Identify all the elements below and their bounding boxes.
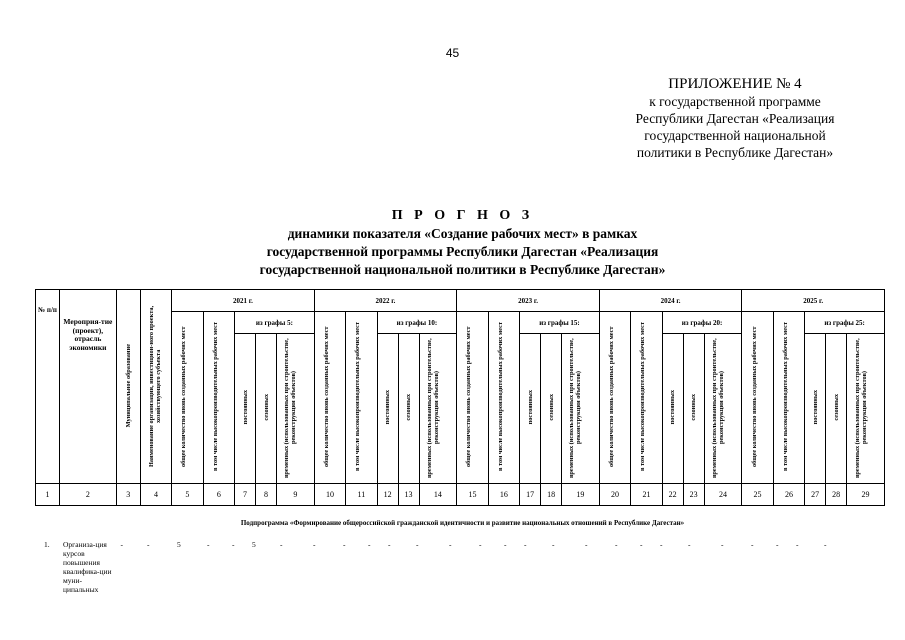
row-value: - — [688, 540, 691, 549]
column-number: 1 — [36, 484, 60, 506]
from-graph-15: из графы 15: — [520, 312, 600, 334]
title-word: П Р О Г Н О З — [391, 208, 534, 223]
header-permanent-cell — [805, 334, 826, 484]
column-number: 27 — [805, 484, 826, 506]
header-seasonal-cell — [683, 334, 704, 484]
title-line: динамики показателя «Создание рабочих мест» в рамках — [287, 226, 638, 241]
header-seasonal-cell — [256, 334, 277, 484]
document-title — [0, 207, 905, 279]
header-hp: в том числе высокопроизводительных рабочих мест — [211, 322, 219, 471]
header-seasonal: сезонных — [262, 394, 270, 421]
header-seasonal: сезонных — [832, 394, 840, 421]
header-hp: в том числе высокопроизводительных рабочих мест — [354, 322, 362, 471]
header-temporary: временных (использованных при строительстве, реконструкции объектов) — [283, 337, 298, 478]
header-permanent-cell — [520, 334, 541, 484]
header-no: № п/п — [36, 290, 60, 484]
column-number: 7 — [235, 484, 256, 506]
header-total-cell — [742, 312, 773, 484]
header-total-cell — [457, 312, 488, 484]
header-municipality-cell — [116, 290, 140, 484]
column-number: 2 — [60, 484, 117, 506]
column-number: 16 — [488, 484, 519, 506]
header-total: общее количество вновь созданных рабочих мест — [750, 326, 758, 467]
row-value: 5 — [177, 540, 181, 549]
header-total-cell — [599, 312, 630, 484]
year-2022: 2022 г. — [314, 290, 457, 312]
row-value: - — [280, 540, 283, 549]
appendix-line: Республики Дагестан «Реализация — [635, 111, 835, 126]
row-value: - — [449, 540, 452, 549]
row-value: - — [721, 540, 724, 549]
header-seasonal-cell — [398, 334, 419, 484]
column-number: 14 — [419, 484, 457, 506]
header-permanent: постоянных — [384, 390, 392, 425]
year-2021: 2021 г. — [172, 290, 315, 312]
column-number: 18 — [541, 484, 562, 506]
column-number: 19 — [562, 484, 600, 506]
header-activity: Мероприя-тие (проект), отрасль экономики — [60, 290, 117, 484]
header-hp-cell — [488, 312, 519, 484]
row-activity: Организа-ция курсов повышения квалифика-ции муни-ципальных — [63, 540, 112, 594]
column-number: 15 — [457, 484, 488, 506]
row-value: - — [343, 540, 346, 549]
column-number: 20 — [599, 484, 630, 506]
column-number: 29 — [847, 484, 885, 506]
column-number: 11 — [346, 484, 377, 506]
row-value: - — [776, 540, 779, 549]
header-temporary: временных (использованных при строительстве, реконструкции объектов) — [568, 337, 583, 478]
column-number: 9 — [276, 484, 314, 506]
from-graph-10: из графы 10: — [377, 312, 457, 334]
column-number: 28 — [826, 484, 847, 506]
subprogram-title: Подпрограмма «Формирование общероссийской гражданской идентичности и развитие национальных отношений в Республике Дагестан» — [240, 519, 685, 527]
header-permanent-cell — [662, 334, 683, 484]
header-municipality: Муниципальное образование — [124, 343, 132, 428]
header-seasonal-cell — [541, 334, 562, 484]
header-permanent: постоянных — [241, 390, 249, 425]
header-total: общее количество вновь созданных рабочих мест — [465, 326, 473, 467]
row-number: 1. — [44, 540, 50, 549]
header-hp-cell — [346, 312, 377, 484]
forecast-table — [35, 289, 885, 506]
header-hp-cell — [773, 312, 804, 484]
from-graph-5: из графы 5: — [235, 312, 315, 334]
column-number: 26 — [773, 484, 804, 506]
row-value: - — [524, 540, 527, 549]
header-total: общее количество вновь созданных рабочих мест — [180, 326, 188, 467]
appendix-heading: ПРИЛОЖЕНИЕ № 4 — [668, 76, 802, 92]
row-value: - — [640, 540, 643, 549]
row-value: - — [388, 540, 391, 549]
row-value: - — [615, 540, 618, 549]
year-2023: 2023 г. — [457, 290, 600, 312]
year-2025: 2025 г. — [742, 290, 885, 312]
from-graph-20: из графы 20: — [662, 312, 742, 334]
row-value: 5 — [252, 540, 256, 549]
row-value: - — [585, 540, 588, 549]
header-temporary-cell — [704, 334, 742, 484]
row-value: - — [120, 540, 123, 549]
header-hp: в том числе высокопроизводительных рабочих мест — [781, 322, 789, 471]
column-number: 13 — [398, 484, 419, 506]
column-number-row — [36, 484, 885, 506]
header-permanent: постоянных — [811, 390, 819, 425]
header-temporary-cell — [562, 334, 600, 484]
row-value: - — [368, 540, 371, 549]
row-value: - — [207, 540, 210, 549]
row-value: - — [232, 540, 235, 549]
header-temporary-cell — [276, 334, 314, 484]
header-hp-cell — [203, 312, 234, 484]
column-number: 5 — [172, 484, 203, 506]
header-seasonal: сезонных — [405, 394, 413, 421]
appendix-line: политики в Республике Дагестан» — [636, 145, 834, 160]
header-seasonal: сезонных — [547, 394, 555, 421]
row-value: - — [552, 540, 555, 549]
row-value: - — [660, 540, 663, 549]
column-number: 23 — [683, 484, 704, 506]
column-number: 22 — [662, 484, 683, 506]
header-hp: в том числе высокопроизводительных рабочих мест — [496, 322, 504, 471]
year-2024: 2024 г. — [599, 290, 742, 312]
column-number: 21 — [631, 484, 662, 506]
header-total-cell — [314, 312, 345, 484]
column-number: 12 — [377, 484, 398, 506]
title-line: государственной национальной политики в Республике Дагестан» — [259, 262, 666, 277]
header-permanent-cell — [377, 334, 398, 484]
row-value: - — [479, 540, 482, 549]
column-number: 3 — [116, 484, 140, 506]
header-permanent: постоянных — [526, 390, 534, 425]
row-value: - — [147, 540, 150, 549]
column-number: 4 — [140, 484, 171, 506]
row-value: - — [824, 540, 827, 549]
page-number: 45 — [445, 46, 460, 60]
header-temporary-cell — [847, 334, 885, 484]
header-total: общее количество вновь созданных рабочих мест — [322, 326, 330, 467]
row-value: - — [313, 540, 316, 549]
column-number: 24 — [704, 484, 742, 506]
row-value: - — [504, 540, 507, 549]
header-temporary: временных (использованных при строительстве, реконструкции объектов) — [710, 337, 725, 478]
from-graph-25: из графы 25: — [805, 312, 885, 334]
column-number: 25 — [742, 484, 773, 506]
column-number: 17 — [520, 484, 541, 506]
header-temporary-cell — [419, 334, 457, 484]
row-value: - — [416, 540, 419, 549]
title-line: государственной программы Республики Дагестан «Реализация — [266, 244, 659, 259]
appendix-block — [560, 76, 905, 161]
header-total-cell — [172, 312, 203, 484]
header-seasonal: сезонных — [690, 394, 698, 421]
header-organization: Наименование организации, инвестицион-ного проекта, хозяйствующего субъекта — [147, 304, 162, 467]
column-number: 8 — [256, 484, 277, 506]
header-hp: в том числе высокопроизводительных рабочих мест — [639, 322, 647, 471]
header-total: общее количество вновь созданных рабочих мест — [608, 326, 616, 467]
header-seasonal-cell — [826, 334, 847, 484]
appendix-line: к государственной программе — [649, 94, 821, 109]
header-permanent-cell — [235, 334, 256, 484]
header-temporary: временных (использованных при строительстве, реконструкции объектов) — [853, 337, 868, 478]
header-permanent: постоянных — [669, 390, 677, 425]
header-temporary: временных (использованных при строительстве, реконструкции объектов) — [425, 337, 440, 478]
row-value: - — [796, 540, 799, 549]
column-number: 6 — [203, 484, 234, 506]
appendix-line: государственной национальной — [644, 128, 826, 143]
row-value: - — [751, 540, 754, 549]
header-hp-cell — [631, 312, 662, 484]
header-organization-cell — [140, 290, 171, 484]
column-number: 10 — [314, 484, 345, 506]
